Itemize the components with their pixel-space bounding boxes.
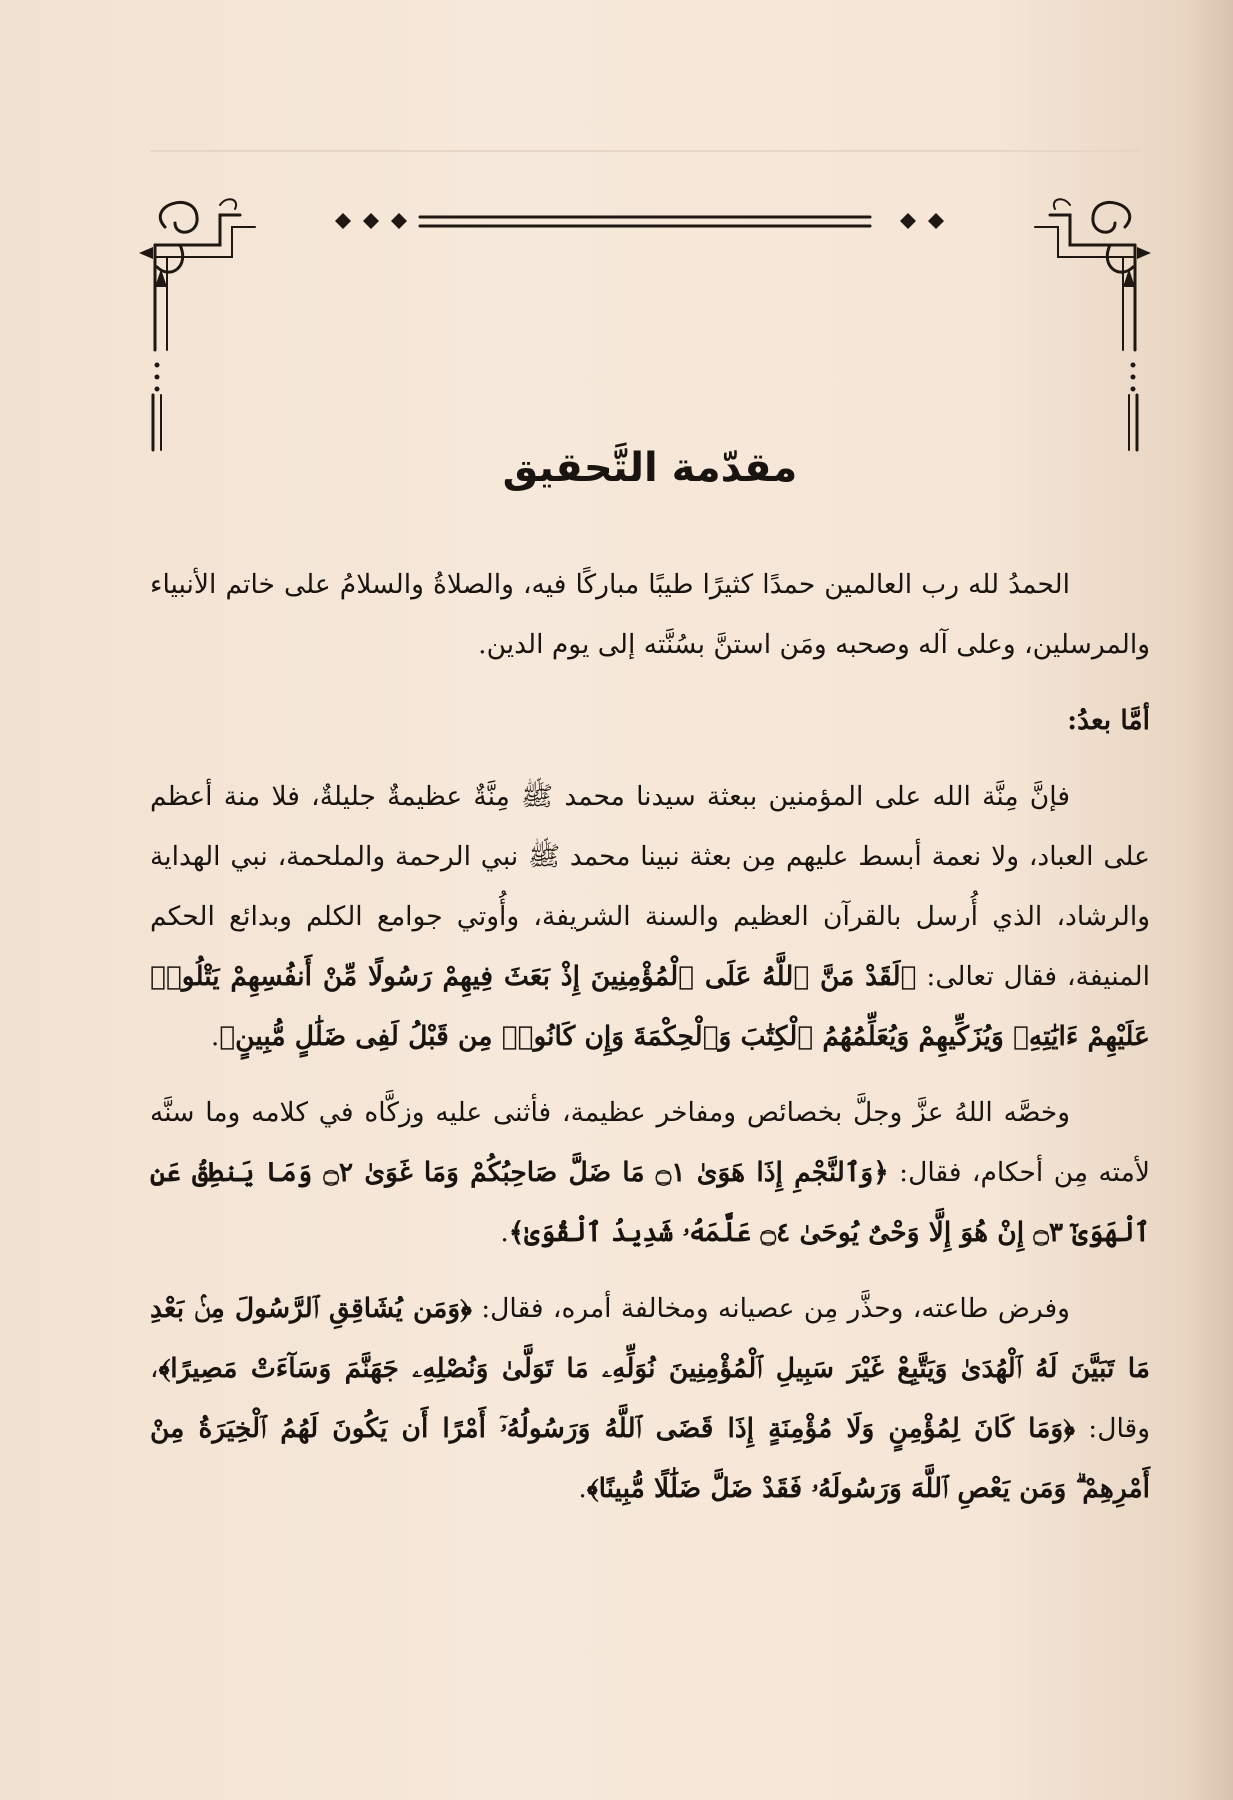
paragraph: وخصَّه اللهُ عزَّ وجلَّ بخصائص ومفاخر عظيمة، فأثنى عليه وزكَّاه في كلامه وما سنَّه لأمته مِن أحكام، فقال: ﴿وَٱلنَّجْمِ إِذَا هَوَىٰ ۝١ مَا ضَلَّ صَاحِبُكُمْ وَمَا غَوَىٰ ۝٢ وَمَا يَنطِقُ عَنِ ٱلْهَوَىٰٓ ۝٣ إِنْ هُوَ إِلَّا وَحْىٌ يُوحَىٰ ۝٤ عَلَّمَهُۥ شَدِيدُ ٱلْقُوَىٰ﴾.: [150, 1097, 1150, 1248]
paragraph: الحمدُ لله رب العالمين حمدًا كثيرًا طيبًا مباركًا فيه، والصلاةُ والسلامُ على خاتم الأنبياء والمرسلين، وعلى آله وصحبه ومَن استنَّ بسُنَّته إلى يوم الدين.: [150, 569, 1150, 660]
intro-text: [150, 555, 1150, 1535]
quran-verse: ﴿وَمَن يُشَاقِقِ ٱلرَّسُولَ مِنۢ بَعْدِ مَا تَبَيَّنَ لَهُ ٱلْهُدَىٰ وَيَتَّبِعْ غَيْرَ سَبِيلِ ٱلْمُؤْمِنِينَ نُوَلِّهِۦ مَا تَوَلَّىٰ وَنُصْلِهِۦ جَهَنَّمَ وَسَآءَتْ مَصِيرًا﴾: [150, 1293, 1150, 1384]
quran-verse: ﴿وَٱلنَّجْمِ إِذَا هَوَىٰ ۝١ مَا ضَلَّ صَاحِبُكُمْ وَمَا غَوَىٰ ۝٢ وَمَا يَنطِقُ عَنِ ٱلْهَوَىٰٓ ۝٣ إِنْ هُوَ إِلَّا وَحْىٌ يُوحَىٰ ۝٤ عَلَّمَهُۥ شَدِيدُ ٱلْقُوَىٰ﴾: [150, 1157, 1150, 1248]
quran-verse: ﴿لَقَدْ مَنَّ ٱللَّهُ عَلَى ٱلْمُؤْمِنِينَ إِذْ بَعَثَ فِيهِمْ رَسُولًا مِّنْ أَنفُسِهِمْ يَتْلُوا۟ عَلَيْهِمْ ءَايَٰتِهِۦ وَيُزَكِّيهِمْ وَيُعَلِّمُهُمُ ٱلْكِتَٰبَ وَٱلْحِكْمَةَ وَإِن كَانُوا۟ مِن قَبْلُ لَفِى ضَلَٰلٍ مُّبِينٍ﴾: [150, 961, 1150, 1052]
paragraph: وفرض طاعته، وحذَّر مِن عصيانه ومخالفة أمره، فقال: ﴿وَمَن يُشَاقِقِ ٱلرَّسُولَ مِنۢ بَعْدِ مَا تَبَيَّنَ لَهُ ٱلْهُدَىٰ وَيَتَّبِعْ غَيْرَ سَبِيلِ ٱلْمُؤْمِنِينَ نُوَلِّهِۦ مَا تَوَلَّىٰ وَنُصْلِهِۦ جَهَنَّمَ وَسَآءَتْ مَصِيرًا﴾، وقال: ﴿وَمَا كَانَ لِمُؤْمِنٍ وَلَا مُؤْمِنَةٍ إِذَا قَضَى ٱللَّهُ وَرَسُولُهُۥٓ أَمْرًا أَن يَكُونَ لَهُمُ ٱلْخِيَرَةُ مِنْ أَمْرِهِمْ ۗ وَمَن يَعْصِ ٱللَّهَ وَرَسُولَهُۥ فَقَدْ ضَلَّ ضَلَٰلًا مُّبِينًا﴾.: [150, 1293, 1150, 1504]
subheading: أمَّا بعدُ:: [1067, 705, 1150, 736]
page-title: مقدّمة التَّحقيق: [502, 445, 798, 491]
bleed-through-rule: [150, 150, 1140, 152]
paragraph: فإنَّ مِنَّة الله على المؤمنين ببعثة سيدنا محمد ﷺ مِنَّةٌ عظيمةٌ جليلةٌ، فلا منة أعظم على العباد، ولا نعمة أبسط عليهم مِن بعثة نبينا محمد ﷺ نبي الرحمة والملحمة، نبي الهداية والرشاد، الذي أُرسل بالقرآن العظيم والسنة الشريفة، وأُوتي جوامع الكلم وبدائع الحكم المنيفة، فقال تعالى: ﴿لَقَدْ مَنَّ ٱللَّهُ عَلَى ٱلْمُؤْمِنِينَ إِذْ بَعَثَ فِيهِمْ رَسُولًا مِّنْ أَنفُسِهِمْ يَتْلُوا۟ عَلَيْهِمْ ءَايَٰتِهِۦ وَيُزَكِّيهِمْ وَيُعَلِّمُهُمُ ٱلْكِتَٰبَ وَٱلْحِكْمَةَ وَإِن كَانُوا۟ مِن قَبْلُ لَفِى ضَلَٰلٍ مُّبِينٍ﴾.: [150, 781, 1150, 1052]
quran-verse: ﴿وَمَا كَانَ لِمُؤْمِنٍ وَلَا مُؤْمِنَةٍ إِذَا قَضَى ٱللَّهُ وَرَسُولُهُۥٓ أَمْرًا أَن يَكُونَ لَهُمُ ٱلْخِيَرَةُ مِنْ أَمْرِهِمْ ۗ وَمَن يَعْصِ ٱللَّهَ وَرَسُولَهُۥ فَقَدْ ضَلَّ ضَلَٰلًا مُّبِينًا﴾: [150, 1413, 1150, 1504]
